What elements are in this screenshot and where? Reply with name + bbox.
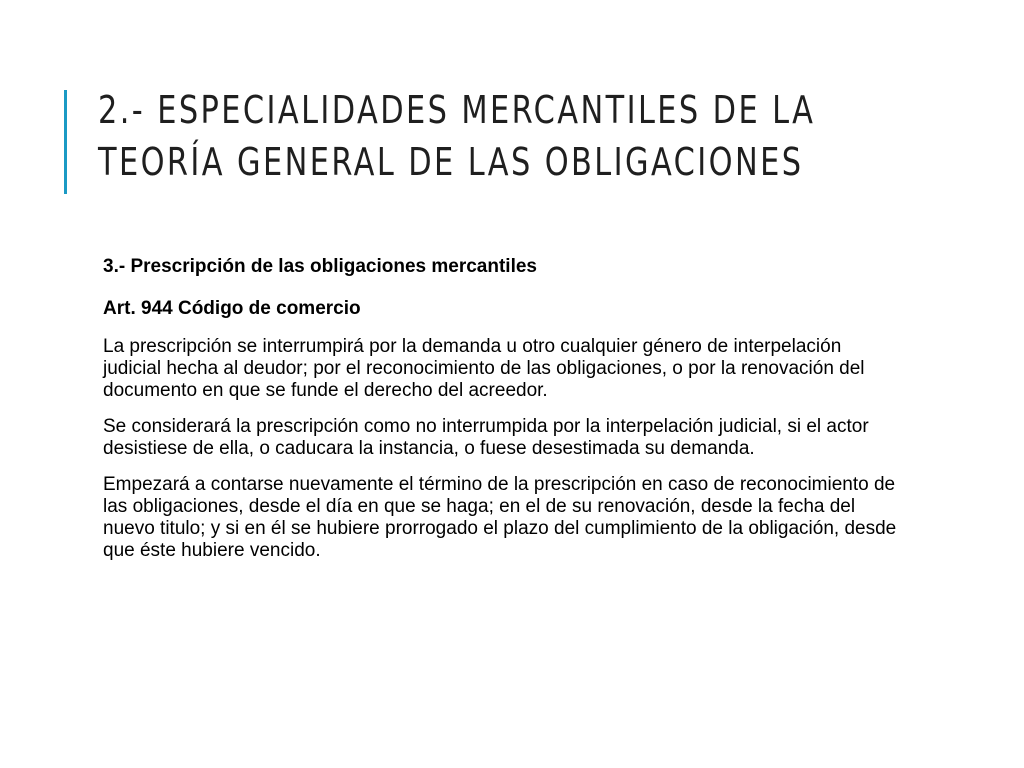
body-paragraph-2: Se considerará la prescripción como no interrumpida por la interpelación judicial, si el actor desistiese de ella, o caducara la instancia, o fuese desestimada su demanda. [103, 416, 869, 459]
slide-title-line-2: TEORÍA GENERAL DE LAS OBLIGACIONES [98, 140, 804, 184]
slide-title-line-1: 2.- ESPECIALIDADES MERCANTILES DE LA [98, 88, 816, 132]
body-paragraph-3: Empezará a contarse nuevamente el término de la prescripción en caso de reconocimiento de las obligaciones, desde el día en que se haga; en el de su renovación, desde la fecha del nuevo titulo; y si en él se hubiere prorrogado el plazo del cumplimiento de la obligación, desde que éste hubiere vencido. [103, 474, 897, 561]
slide-body [103, 256, 903, 576]
article-reference: Art. 944 Código de comercio [103, 298, 361, 319]
body-paragraph-1: La prescripción se interrumpirá por la demanda u otro cualquier género de interpelación judicial hecha al deudor; por el reconocimiento de las obligaciones, o por la renovación del documento en que se funde el derecho del acreedor. [103, 336, 865, 401]
section-heading: 3.- Prescripción de las obligaciones mercantiles [103, 256, 538, 277]
slide-title [98, 84, 818, 188]
title-accent-bar [64, 90, 67, 194]
